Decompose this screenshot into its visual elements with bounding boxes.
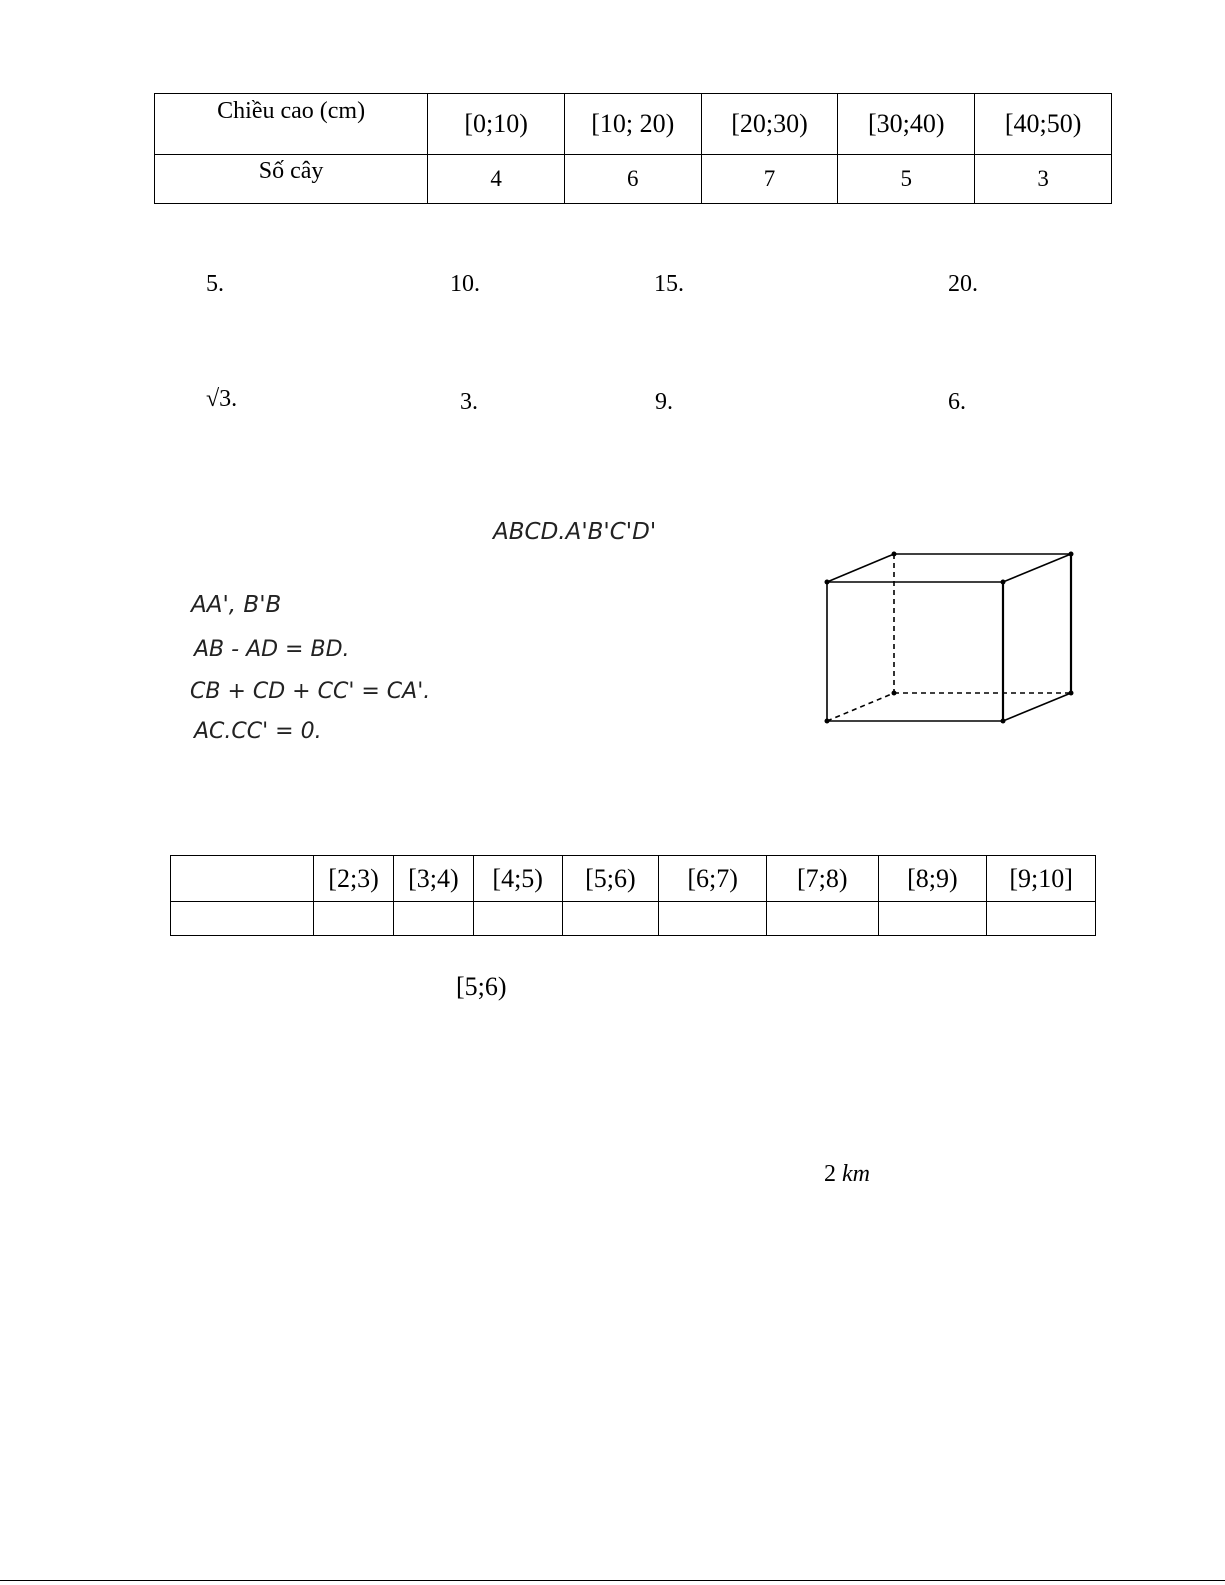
option-d: 20.: [948, 271, 978, 297]
interval-cell: [6;7): [659, 856, 767, 902]
option-c: 15.: [654, 271, 684, 297]
interval-note: [5;6): [456, 972, 507, 1001]
option-a: 5.: [206, 271, 224, 297]
interval-cell: [5;6): [562, 856, 659, 902]
page-bottom-rule: [0, 1580, 1225, 1581]
interval-cell: [0;10): [428, 94, 565, 155]
value-cell: [659, 902, 767, 936]
value-cell: [473, 902, 562, 936]
count-cell: 6: [564, 155, 701, 204]
interval-cell: [8;9): [878, 856, 987, 902]
value-cell: [878, 902, 987, 936]
statement-c: CB + CD + CC' = CA'.: [190, 679, 431, 704]
value-cell: [766, 902, 878, 936]
statement-b: AB - AD = BD.: [194, 637, 350, 662]
count-cell: 3: [975, 155, 1112, 204]
statement-d: AC.CC' = 0.: [194, 719, 322, 744]
tree-count-header: Số cây: [155, 155, 428, 204]
cube-figure: [815, 545, 1085, 730]
interval-cell: [40;50): [975, 94, 1112, 155]
height-frequency-table: [154, 93, 1112, 204]
option-c: 9.: [655, 389, 673, 415]
value-cell: [562, 902, 659, 936]
interval-cell: [2;3): [314, 856, 394, 902]
value-cell: [987, 902, 1096, 936]
interval-cell: [20;30): [701, 94, 838, 155]
value-cell: [171, 902, 314, 936]
value-cell: [393, 902, 473, 936]
distance-label: [824, 1161, 870, 1188]
count-cell: 4: [428, 155, 565, 204]
statement-a: AA', B'B: [191, 592, 282, 618]
height-header: Chiều cao (cm): [155, 94, 428, 155]
count-cell: 5: [838, 155, 975, 204]
interval-table: [170, 855, 1096, 936]
interval-cell: [10; 20): [564, 94, 701, 155]
option-a: √3.: [206, 386, 238, 412]
interval-cell: [4;5): [473, 856, 562, 902]
interval-cell: [30;40): [838, 94, 975, 155]
distance-unit: km: [842, 1161, 870, 1187]
distance-value: 2: [824, 1161, 836, 1187]
value-cell: [314, 902, 394, 936]
option-b: 10.: [450, 271, 480, 297]
label-cell: [171, 856, 314, 902]
cube-name: ABCD.A'B'C'D': [493, 519, 657, 545]
option-b: 3.: [460, 389, 478, 415]
interval-cell: [7;8): [766, 856, 878, 902]
interval-cell: [9;10]: [987, 856, 1096, 902]
interval-cell: [3;4): [393, 856, 473, 902]
count-cell: 7: [701, 155, 838, 204]
option-d: 6.: [948, 389, 966, 415]
